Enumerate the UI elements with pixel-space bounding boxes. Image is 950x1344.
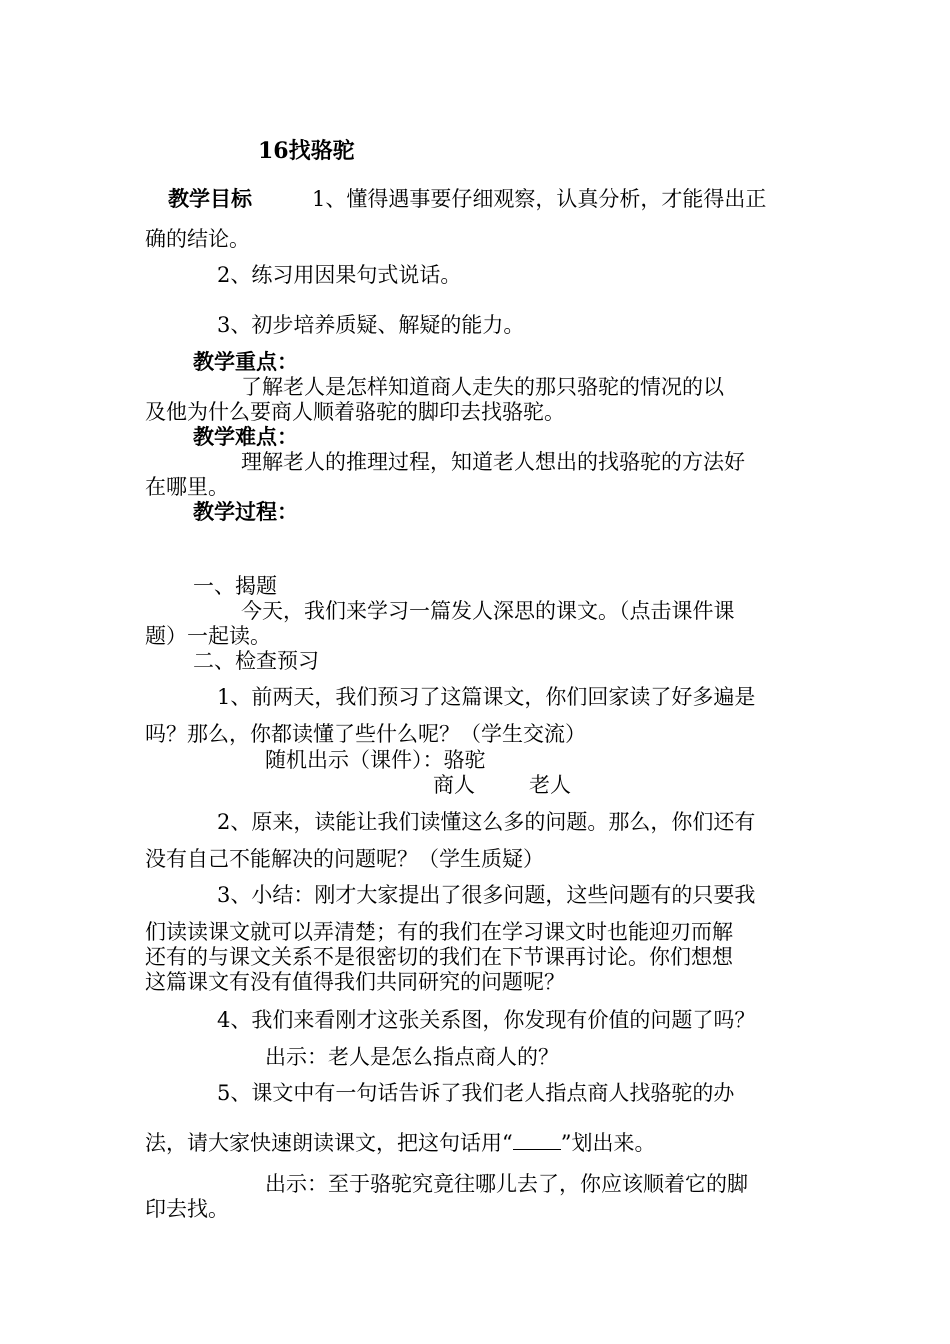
para-4-show: 出示：老人是怎么指点商人的？ <box>265 1045 559 1069</box>
para-3-line-4: 这篇课文有没有值得我们共同研究的问题呢？ <box>145 970 565 994</box>
difficulties-line-2: 在哪里。 <box>145 475 229 499</box>
para-3-line-3: 还有的与课文关系不是很密切的我们在下节课再讨论。你们想想 <box>145 945 733 969</box>
para-5-line-2-start: 法，请大家快速朗读课文，把这句话用“ <box>145 1131 513 1155</box>
para-5-line-2-end: ”划出来。 <box>560 1131 656 1155</box>
process-heading: 教学过程： <box>193 499 298 524</box>
show-line: 随机出示（课件）：骆驼 <box>265 748 486 772</box>
show-word-merchant: 商人 <box>433 773 475 797</box>
para-3-line-2: 们读读课文就可以弄清楚；有的我们在学习课文时也能迎刃而解 <box>145 920 733 944</box>
para-1-line-2: 吗？那么，你都读懂了些什么呢？（学生交流） <box>145 722 586 746</box>
para-5-show-line-1: 出示：至于骆驼究竟往哪儿去了，你应该顺着它的脚 <box>265 1172 748 1196</box>
difficulties-line-1: 理解老人的推理过程，知道老人想出的找骆驼的方法好 <box>241 450 745 474</box>
objective-3: 3、初步培养质疑、解疑的能力。 <box>217 313 525 337</box>
para-5-line-2 <box>145 1130 655 1156</box>
key-points-line-1: 了解老人是怎样知道商人走失的那只骆驼的情况的以 <box>241 375 724 399</box>
section-1-line-1: 今天，我们来学习一篇发人深思的课文。（点击课件课 <box>241 599 735 623</box>
para-5-show-line-2: 印去找。 <box>145 1197 229 1221</box>
objective-1-line-2: 确的结论。 <box>145 227 250 251</box>
difficulties-heading: 教学难点： <box>193 424 298 449</box>
show-word-old-man: 老人 <box>529 773 571 797</box>
objective-2: 2、练习用因果句式说话。 <box>217 263 462 287</box>
key-points-heading: 教学重点： <box>193 349 298 374</box>
key-points-line-2: 及他为什么要商人顺着骆驼的脚印去找骆驼。 <box>145 400 565 424</box>
objectives-heading: 教学目标 <box>168 186 252 211</box>
para-3-line-1: 3、小结：刚才大家提出了很多问题，这些问题有的只要我 <box>217 883 756 907</box>
para-2-line-2: 没有自己不能解决的问题呢？（学生质疑） <box>145 847 544 871</box>
page-title: 16找骆驼 <box>258 138 355 164</box>
para-1-line-1: 1、前两天，我们预习了这篇课文，你们回家读了好多遍是 <box>217 685 756 709</box>
objective-1-line-1: 1、懂得遇事要仔细观察，认真分析，才能得出正 <box>312 187 767 211</box>
section-1-heading: 一、揭题 <box>193 574 277 598</box>
section-1-line-2: 题）一起读。 <box>145 624 271 648</box>
para-2-line-1: 2、原来，读能让我们读懂这么多的问题。那么，你们还有 <box>217 810 756 834</box>
section-2-heading: 二、检查预习 <box>193 649 319 673</box>
para-5-line-1: 5、课文中有一句话告诉了我们老人指点商人找骆驼的办 <box>217 1081 735 1105</box>
underline-blank <box>513 1131 561 1150</box>
para-4-line-1: 4、我们来看刚才这张关系图，你发现有价值的问题了吗？ <box>217 1008 756 1032</box>
